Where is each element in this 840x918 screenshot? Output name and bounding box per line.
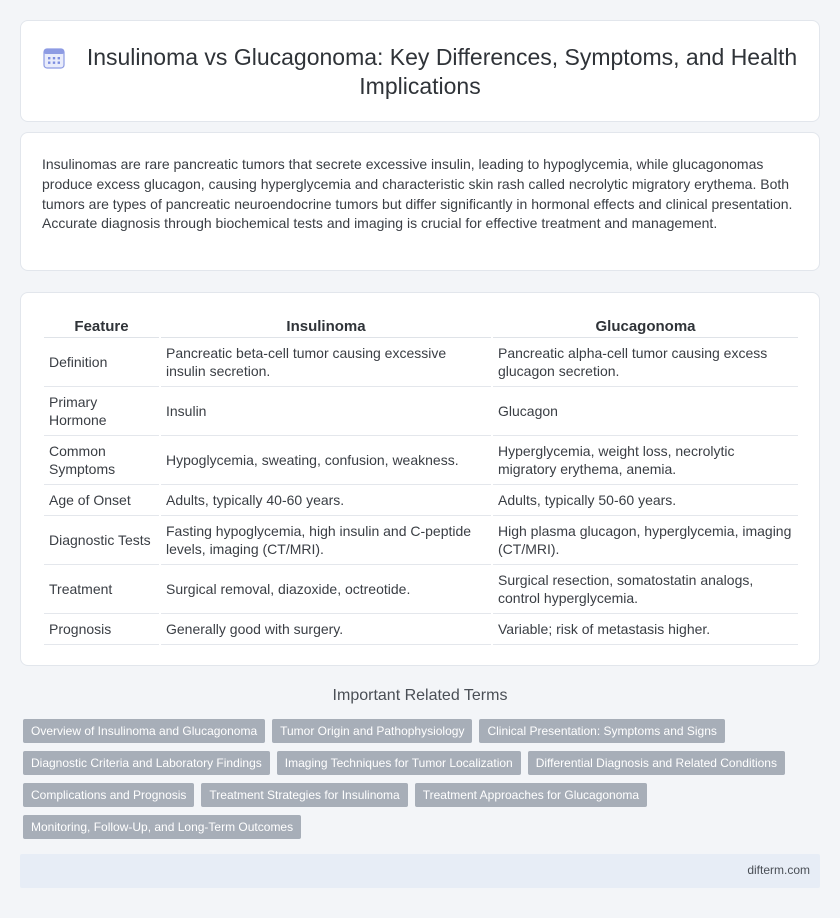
related-terms-list <box>23 719 803 839</box>
table-row <box>44 387 798 436</box>
title-card <box>20 20 820 122</box>
table-row <box>44 436 798 485</box>
insulinoma-cell: Insulin <box>161 387 491 436</box>
insulinoma-cell: Pancreatic beta-cell tumor causing excessive insulin secretion. <box>161 338 491 387</box>
glucagonoma-cell: High plasma glucagon, hyperglycemia, imaging (CT/MRI). <box>493 516 798 565</box>
glucagonoma-cell: Glucagon <box>493 387 798 436</box>
related-term-tag[interactable]: Monitoring, Follow-Up, and Long-Term Outcomes <box>23 815 301 839</box>
feature-cell: Common Symptoms <box>44 436 159 485</box>
glucagonoma-cell: Hyperglycemia, weight loss, necrolytic migratory erythema, anemia. <box>493 436 798 485</box>
page-title-container <box>21 43 819 101</box>
insulinoma-cell: Hypoglycemia, sweating, confusion, weakness. <box>161 436 491 485</box>
table-row <box>44 565 798 614</box>
related-terms-heading: Important Related Terms <box>332 687 508 704</box>
related-term-tag[interactable]: Treatment Approaches for Glucagonoma <box>415 783 647 807</box>
header-feature: Feature <box>44 314 159 338</box>
insulinoma-cell: Generally good with surgery. <box>161 614 491 645</box>
feature-cell: Definition <box>44 338 159 387</box>
related-term-tag[interactable]: Tumor Origin and Pathophysiology <box>272 719 472 743</box>
comparison-table <box>42 314 800 645</box>
related-term-tag[interactable]: Diagnostic Criteria and Laboratory Findings <box>23 751 270 775</box>
related-term-tag[interactable]: Differential Diagnosis and Related Conditions <box>528 751 785 775</box>
glucagonoma-cell: Variable; risk of metastasis higher. <box>493 614 798 645</box>
table-row <box>44 516 798 565</box>
glucagonoma-cell: Adults, typically 50-60 years. <box>493 485 798 516</box>
feature-cell: Diagnostic Tests <box>44 516 159 565</box>
footer-bar <box>20 854 820 888</box>
insulinoma-cell: Adults, typically 40-60 years. <box>161 485 491 516</box>
page-title: Insulinoma vs Glucagonoma: Key Differences, Symptoms, and Health Implications <box>86 44 798 99</box>
intro-card <box>20 132 820 271</box>
header-glucagonoma: Glucagonoma <box>493 314 798 338</box>
insulinoma-cell: Surgical removal, diazoxide, octreotide. <box>161 565 491 614</box>
related-term-tag[interactable]: Clinical Presentation: Symptoms and Signs <box>479 719 724 743</box>
table-row <box>44 485 798 516</box>
calendar-grid-icon <box>43 47 65 69</box>
footer-site-link[interactable]: difterm.com <box>747 863 810 877</box>
feature-cell: Primary Hormone <box>44 387 159 436</box>
glucagonoma-cell: Pancreatic alpha-cell tumor causing excess glucagon secretion. <box>493 338 798 387</box>
comparison-card <box>20 292 820 666</box>
feature-cell: Age of Onset <box>44 485 159 516</box>
related-term-tag[interactable]: Complications and Prognosis <box>23 783 194 807</box>
glucagonoma-cell: Surgical resection, somatostatin analogs, control hyperglycemia. <box>493 565 798 614</box>
table-row <box>44 338 798 387</box>
related-term-tag[interactable]: Overview of Insulinoma and Glucagonoma <box>23 719 265 743</box>
table-row <box>44 614 798 645</box>
header-insulinoma: Insulinoma <box>161 314 491 338</box>
related-term-tag[interactable]: Imaging Techniques for Tumor Localization <box>277 751 521 775</box>
insulinoma-cell: Fasting hypoglycemia, high insulin and C-peptide levels, imaging (CT/MRI). <box>161 516 491 565</box>
feature-cell: Treatment <box>44 565 159 614</box>
related-term-tag[interactable]: Treatment Strategies for Insulinoma <box>201 783 407 807</box>
feature-cell: Prognosis <box>44 614 159 645</box>
table-header-row <box>44 314 798 338</box>
intro-paragraph: Insulinomas are rare pancreatic tumors that secrete excessive insulin, leading to hypoglycemia, while glucagonomas produce excess glucagon, causing hyperglycemia and characteristic skin rash called necrolytic migratory erythema. Both tumors are types of pancreatic neuroendocrine tumors but differ significantly in hormonal effects and clinical presentation. Accurate diagnosis through biochemical tests and imaging is crucial for effective treatment and management. <box>42 156 793 232</box>
